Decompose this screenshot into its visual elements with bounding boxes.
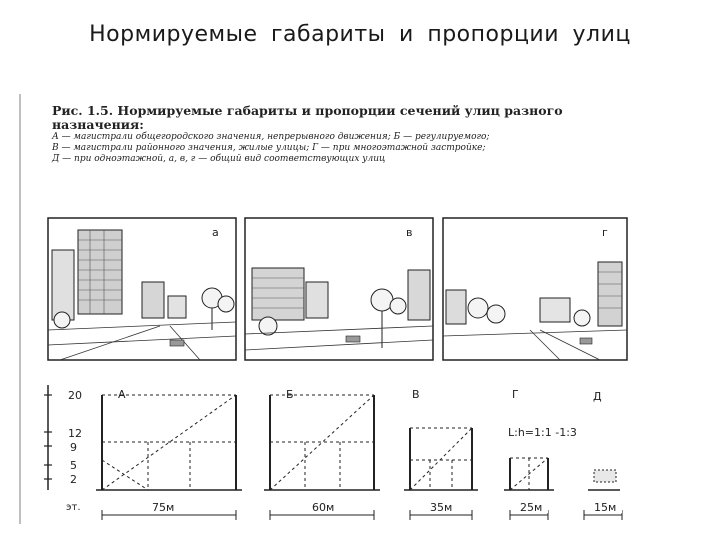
caption-line: А — магистрали общегородского значения, непрерывного движения; Б — регулируемого;	[52, 132, 490, 142]
section-label: А	[118, 388, 126, 401]
width-label: 15м	[594, 501, 617, 514]
axis-tick-label: 2	[70, 473, 77, 486]
street-sketch-v	[245, 218, 433, 360]
width-label: 35м	[430, 501, 453, 514]
street-sketch-a	[48, 218, 236, 360]
axis-tick-label: 5	[70, 459, 77, 472]
ratio-label: L:h=1:1 -1:3	[508, 426, 577, 439]
cross-section-A	[96, 388, 242, 490]
caption-line: Д — при одноэтажной, а, в, г — общий вид соответствующих улиц	[52, 154, 386, 164]
axis-tick-label: 20	[68, 389, 82, 402]
sketch-label: г	[602, 226, 608, 239]
sketch-label: в	[406, 226, 413, 239]
slide-title: Нормируемые габариты и пропорции улиц	[89, 22, 631, 47]
axis-unit-label: эт.	[66, 502, 81, 513]
axis-tick-label: 12	[68, 427, 82, 440]
cross-section-V	[404, 388, 478, 490]
cross-section-D	[588, 390, 620, 490]
cross-section-G	[504, 388, 577, 490]
width-labels	[150, 500, 622, 514]
height-scale	[44, 385, 82, 513]
width-label: 25м	[520, 501, 543, 514]
axis-tick-label: 9	[70, 441, 77, 454]
section-label: Г	[512, 388, 519, 401]
caption-line: В — магистрали районного значения, жилые улицы; Г — при многоэтажной застройке;	[52, 143, 486, 153]
cross-section-B	[264, 388, 380, 490]
width-label: 75м	[152, 501, 175, 514]
section-label: Д	[593, 390, 602, 403]
section-label: В	[412, 388, 420, 401]
caption-title: Рис. 1.5. Нормируемые габариты и пропорции сечений улиц разного назначения:	[52, 103, 563, 132]
street-sketch-g	[443, 218, 627, 360]
sketch-label: а	[212, 226, 219, 239]
section-label: Б	[286, 388, 294, 401]
width-label: 60м	[312, 501, 335, 514]
